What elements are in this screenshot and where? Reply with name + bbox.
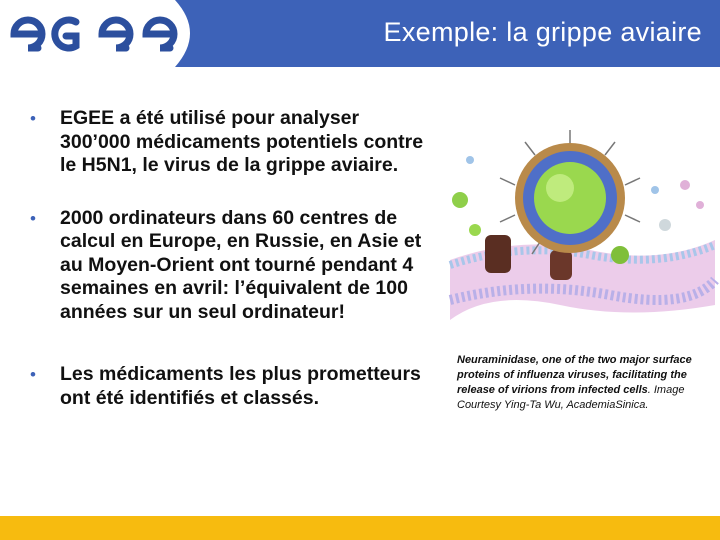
bullet-item — [30, 207, 430, 325]
bullet-marker: • — [30, 208, 36, 228]
bullet-list — [30, 107, 430, 439]
bullet-text: EGEE a été utilisé pour analyser 300’000 médicaments potentiels contre le H5N1, le virus de la grippe aviaire. — [60, 107, 424, 176]
bullet-item — [30, 363, 430, 410]
bullet-item — [30, 107, 430, 178]
bullet-text: 2000 ordinateurs dans 60 centres de calcul en Europe, en Russie, en Asie et au Moyen-Orient ont tourné pendant 4 semaines en avril: l’équivalent de 100 années sur un seul ordinateur! — [60, 206, 422, 323]
bullet-marker: • — [30, 365, 36, 384]
caption-bold: Neuraminidase, one of the two major surface proteins of influenza viruses, facilitating the release of virions from infected cells — [457, 354, 692, 396]
bullet-text: Les médicaments les plus prometteurs ont été identifiés et classés. — [60, 363, 421, 409]
header-bar — [0, 0, 720, 67]
virus-illustration — [440, 130, 720, 350]
image-caption — [457, 353, 707, 413]
bullet-marker: • — [30, 109, 36, 128]
slide-title: Exemple: la grippe aviaire — [383, 17, 702, 47]
caption-credit: . Image Courtesy Ying-Ta Wu, AcademiaSinica. — [457, 384, 685, 411]
footer-bar — [0, 516, 720, 540]
egee-logo — [0, 0, 205, 67]
